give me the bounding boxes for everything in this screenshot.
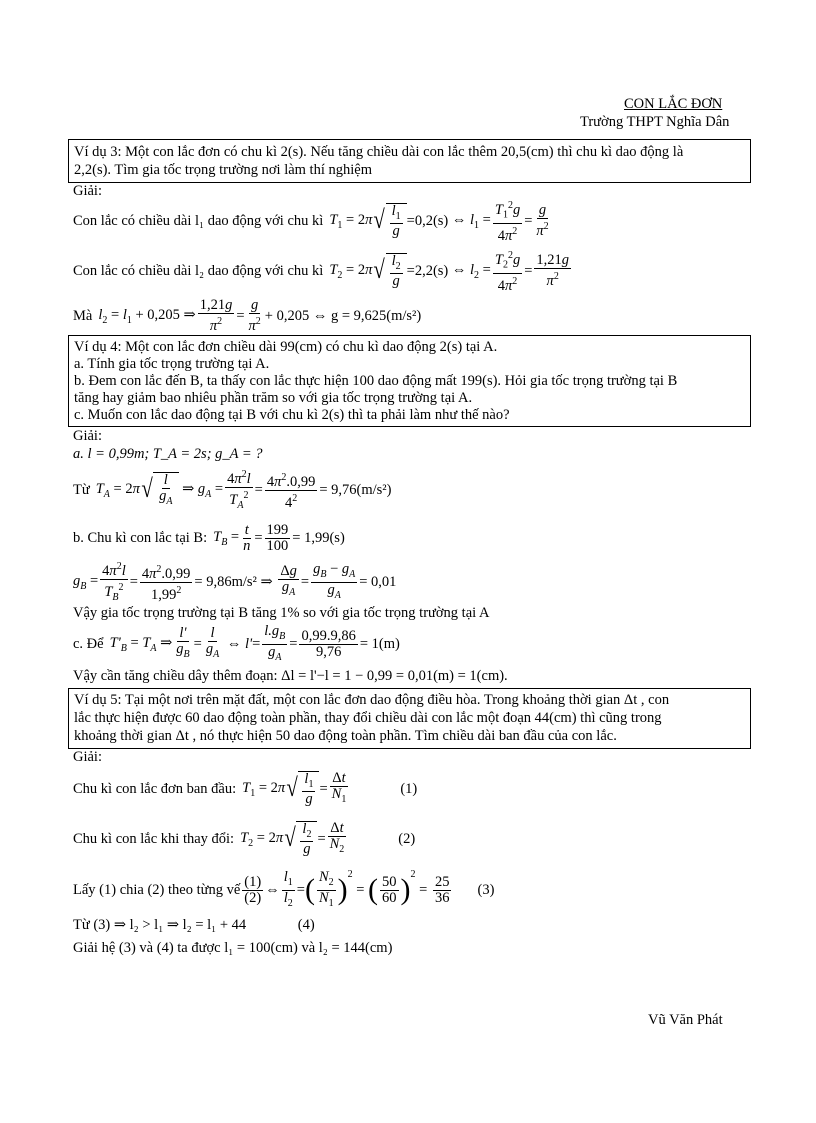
example-5-line-1: Ví dụ 5: Tại một nơi trên mặt đất, một con lắc đơn dao động điều hòa. Trong khoảng thời gian Δt , con: [74, 692, 670, 708]
example-3-box: [68, 139, 751, 183]
solution-4-a-from: Từ: [73, 481, 90, 498]
example-5-box: [68, 688, 751, 749]
example-5-line-2: lắc thực hiện được 60 dao động toàn phần, thay đổi chiều dài con lắc một đoạn 44(cm) thì cũng trong: [74, 710, 662, 726]
solution-4-ratio-result: = 0,01: [359, 573, 397, 590]
example-5-line-3: khoảng thời gian Δt , nó thực hiện 50 dao động toàn phần. Tìm chiều dài ban đầu của con lắc.: [74, 728, 617, 744]
solution-4-gb: $g_B$ = $\frac{4\pi^2l}{T_B^2}$ = $\frac{4\pi^2.0,99}{1,99^2}$ = 9,86m/s² ⇒ $\frac{\Delta g}{g_A}$ = $\frac{g_B - g_A}{g_A}$ = 0,01: [73, 560, 397, 603]
school-name: Trường THPT Nghĩa Dân: [580, 114, 730, 130]
solution-3-label: Giải:: [73, 183, 102, 199]
solution-4-gb-result: = 9,86m/s²: [194, 573, 257, 590]
example-4-line-1: Ví dụ 4: Một con lắc đơn chiều dài 99(cm) có chu kì dao động 2(s) tại A.: [74, 339, 498, 355]
solution-5-tag-4: (4): [297, 917, 315, 933]
solution-5-row-5: Giải hệ (3) và (4) ta được l₁ = 100(cm) và l₂ = 144(cm): [73, 940, 393, 956]
solution-3-row-2-text: Con lắc có chiều dài l₂ dao động với chu kì: [73, 262, 324, 279]
solution-4-c: c. Để $T'_B = T_A$ ⇒ $\frac{l'}{g_B}$ = $\frac{l}{g_A}$ ⇔ l'= $\frac{l.g_B}{g_A}$ = $\frac{0,99.9,86}{9,76}$ = 1(m): [73, 622, 400, 663]
solution-3-row-1-text: Con lắc có chiều dài l₁ dao động với chu kì: [73, 212, 324, 229]
solution-4-conclusion-b: Vậy gia tốc trọng trường tại B tăng 1% so với gia tốc trọng trường tại A: [73, 605, 490, 621]
solution-3-period-2: =2,2(s): [406, 262, 449, 279]
solution-5-tag-2: (2): [398, 830, 416, 847]
solution-3-row-3-text: Mà: [73, 307, 93, 324]
solution-3-coef: 1,21: [536, 252, 562, 269]
solution-4-conclusion-c: Vậy cần tăng chiều dây thêm đoạn: Δl = l'−l = 1 − 0,99 = 0,01(m) = 1(cm).: [73, 668, 508, 684]
solution-4-label: Giải:: [73, 428, 102, 444]
solution-4-a-line: a. l = 0,99m; T_A = 2s; g_A = ?: [73, 446, 263, 462]
solution-4-b-result: = 1,99(s): [292, 529, 345, 546]
solution-3-row-1: Con lắc có chiều dài l₁ dao động với chu kì $T_1 = 2\pi$ √ $\frac{l_1}{g}$ =0,2(s) ⇔ $l_1$ = $\frac{T_1^2g}{4\pi^2}$ = $\frac{g}{\pi^2}$: [73, 200, 549, 244]
solution-5-row-3: Lấy (1) chia (2) theo từng vế $\frac{(1)}{(2)}$ ⇔ $\frac{l_1}{l_2}$ = ( $\frac{N_2}{N_1}$ ) $^2$ = ( $\frac{50}{60}$ ) $^2$ = $\frac{25}{36}$ (3): [73, 868, 495, 909]
example-4-line-4: tăng hay giảm bao nhiêu phần trăm so với gia tốc trọng trường tại A.: [74, 390, 473, 406]
example-4-line-3: b. Đem con lắc đến B, ta thấy con lắc thực hiện 100 dao động mất 199(s). Hỏi gia tốc trọng trường tại B: [74, 373, 678, 389]
solution-5-row-3-text: Lấy (1) chia (2) theo từng vế: [73, 881, 241, 898]
example-3-line-2: 2,2(s). Tìm gia tốc trọng trường nơi làm thí nghiệm: [74, 162, 372, 178]
solution-5-tag-3: (3): [477, 881, 495, 898]
solution-3-period-1: =0,2(s): [406, 212, 449, 229]
solution-5-row-4-text: Từ (3) ⇒ l₂ > l₁ ⇒ l₂ = l₁ + 44: [73, 917, 247, 933]
solution-5-tag-1: (1): [400, 780, 418, 797]
solution-5-row-1-text: Chu kì con lắc đơn ban đầu:: [73, 780, 237, 797]
solution-5-row-2-text: Chu kì con lắc khi thay đổi:: [73, 830, 235, 847]
solution-4-c-text: c. Để: [73, 635, 104, 652]
example-3-line-1: Ví dụ 3: Một con lắc đơn có chu kì 2(s). Nếu tăng chiều dài con lắc thêm 20,5(cm) thì chu kì dao động là: [74, 144, 684, 160]
solution-4-a-formula: Từ $T_A = 2\pi$ √ $\frac{l}{g_A}$ ⇒ $g_A$ = $\frac{4\pi^2l}{T_A^2}$ = $\frac{4\pi^2.0,99}{4^2}$ = 9,76(m/s²): [73, 469, 392, 511]
solution-4-a-result: = 9,76(m/s²): [319, 481, 392, 498]
solution-5-row-4: [73, 917, 315, 934]
solution-3-row-3: Mà $l_2 = l_1 + 0,205$ ⇒ $\frac{1,21g}{\pi^2}$ = $\frac{g}{\pi^2}$ + 0,205 ⇔ g = 9,625(m/s²): [73, 297, 422, 334]
solution-4-c-result: = 1(m): [359, 635, 400, 652]
example-4-line-5: c. Muốn con lắc dao động tại B với chu kì 2(s) thì ta phải làm như thế nào?: [74, 407, 510, 423]
solution-3-row-2: Con lắc có chiều dài l₂ dao động với chu kì $T_2 = 2\pi$ √ $\frac{l_2}{g}$ =2,2(s) ⇔ $l_2$ = $\frac{T_2^2g}{4\pi^2}$ = $\frac{1,21g}{\pi^2}$: [73, 250, 569, 294]
solution-4-b-period: b. Chu kì con lắc tại B: $T_B$ = $\frac{t}{n}$ = $\frac{199}{100}$ = 1,99(s): [73, 521, 345, 554]
page-title: CON LẮC ĐƠN: [624, 96, 723, 112]
solution-5-row-2: Chu kì con lắc khi thay đổi: $T_2 = 2\pi$ √ $\frac{l_2}{g}$ = $\frac{\Delta t}{N_2}$ (2): [73, 820, 416, 858]
example-4-box: [68, 335, 751, 427]
author-name: Vũ Văn Phát: [648, 1012, 723, 1028]
solution-3-offset: 0,205: [147, 306, 180, 323]
solution-4-b-text: b. Chu kì con lắc tại B:: [73, 529, 208, 546]
example-4-line-2: a. Tính gia tốc trọng trường tại A.: [74, 356, 270, 372]
solution-3-result: g = 9,625(m/s²): [330, 307, 422, 324]
solution-5-label: Giải:: [73, 749, 102, 765]
solution-5-row-1: Chu kì con lắc đơn ban đầu: $T_1 = 2\pi$ √ $\frac{l_1}{g}$ = $\frac{\Delta t}{N_1}$ (1): [73, 770, 418, 808]
